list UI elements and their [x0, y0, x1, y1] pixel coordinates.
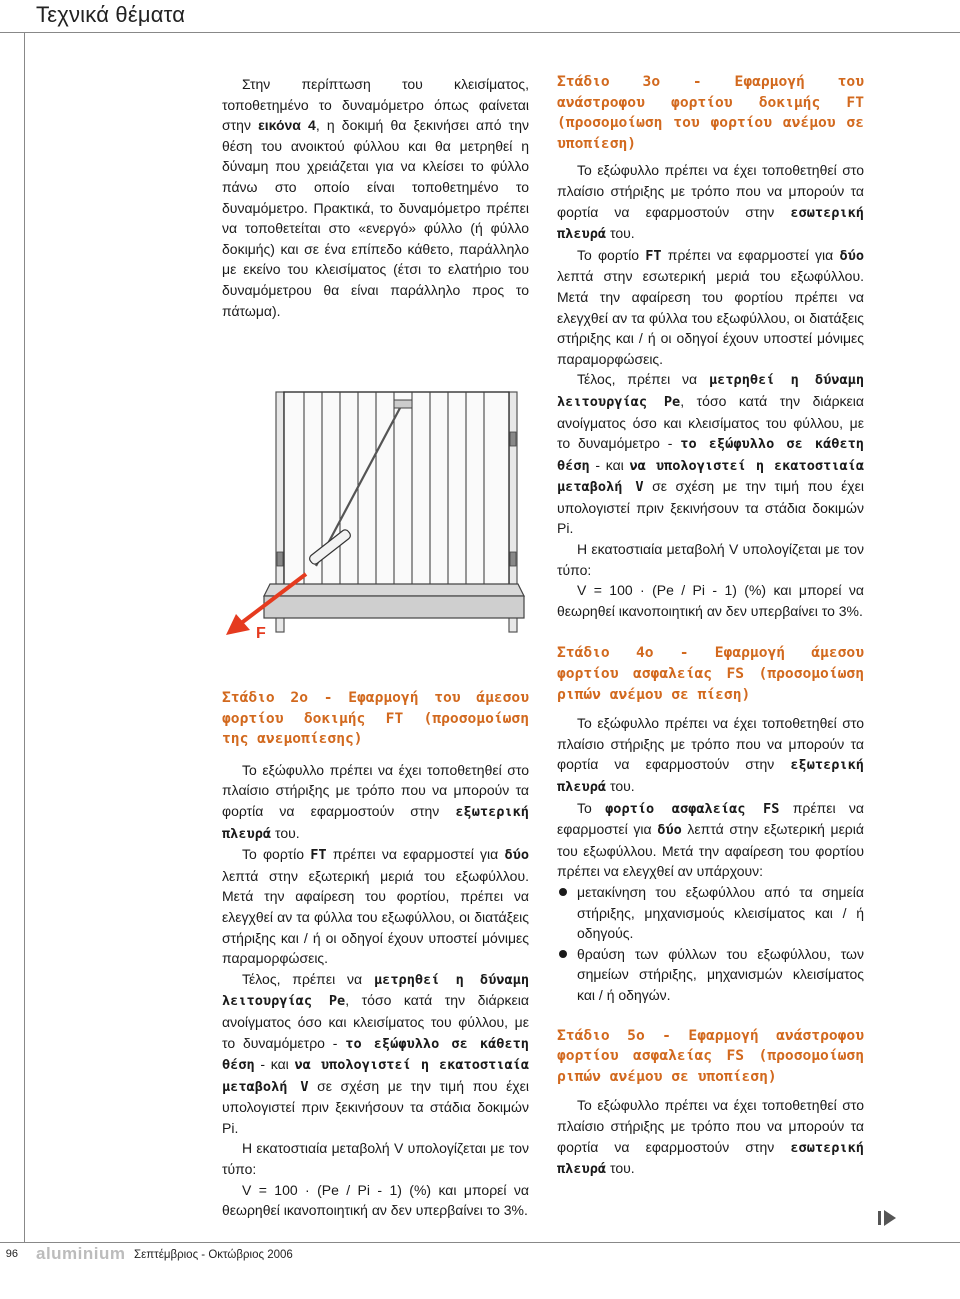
list-item: μετακίνηση του εξωφύλλου από τα σημεία στήριξης, μηχανισμούς κλεισίματος και / ή οδηγούς.	[577, 882, 864, 944]
stage2-paragraph-4: Η εκατοστιαία μεταβολή V υπολογίζεται με τον τύπο:	[222, 1140, 529, 1178]
stage3-heading: Στάδιο 3ο - Εφαρμογή του ανάστροφου φορτίου δοκιμής FT (προσομοίωση του φορτίου ανέμου σε υποπίεση)	[557, 73, 864, 152]
stage4-paragraph-2: Το φορτίο ασφαλείας FS πρέπει να εφαρμοστεί για δύο λεπτά στην εξωτερική μεριά του εξωφύλλου. Μετά την αφαίρεση του φορτίου πρέπει να ελεγχθεί αν υπάρχουν:	[557, 799, 865, 880]
margin-rule	[24, 32, 25, 1242]
column-left	[222, 74, 529, 321]
list-item: θραύση των φύλλων του εξωφύλλου, των σημείων στήριξης, μηχανισμών κλεισίματος και / ή οδηγών.	[577, 944, 864, 1006]
magazine-brand: aluminium	[36, 1244, 126, 1263]
stage3-paragraph-3: Τέλος, πρέπει να μετρηθεί η δύναμη λειτουργίας Pe, τόσο κατά την διάρκεια ανοίγματος όσο και κλεισίματος του φύλλου, με το δυναμόμετρο - το εξώφυλλο σε κάθετη θέση - και να υπολογιστεί η εκατοστιαία μεταβολή V σε σχέση με την τιμή που έχει υπολογιστεί πριν ξεκινήσουν τα στάδια δοκιμών Pi.	[557, 371, 865, 537]
stage3-paragraph-2: Το φορτίο FT πρέπει να εφαρμοστεί για δύο λεπτά στην εσωτερική μεριά του εξωφύλλου. Μετά την αφαίρεση του φορτίου πρέπει να ελεγχθεί αν τα φύλλα του εξωφύλλου, οι διατάξεις στήριξης και / ή οι οδηγοί έχουν υποστεί μόνιμες παραμορφώσεις.	[557, 246, 865, 367]
stage4-heading: Στάδιο 4ο - Εφαρμογή άμεσου φορτίου ασφαλείας FS (προσομοίωση ριπών ανέμου σε πίεση)	[557, 644, 864, 703]
column-right	[557, 72, 864, 1180]
stage5-heading: Στάδιο 5ο - Εφαρμογή ανάστροφου φορτίου ασφαλείας FS (προσομοίωση ριπών ανέμου σε υποπίεση)	[557, 1026, 864, 1085]
header-rule	[0, 32, 960, 33]
stage4-paragraph-1: Το εξώφυλλο πρέπει να έχει τοποθετηθεί στο πλαίσιο στήριξης με τρόπο που να μπορούν τα φορτία να εφαρμοστούν στην εξωτερική πλευρά του.	[557, 715, 864, 795]
stage5-paragraph-1: Το εξώφυλλο πρέπει να έχει τοποθετηθεί στο πλαίσιο στήριξης με τρόπο που να μπορούν τα φορτία να εφαρμοστούν στην εσωτερική πλευρά του.	[557, 1097, 864, 1178]
stage3-paragraph-1: Το εξώφυλλο πρέπει να έχει τοποθετηθεί στο πλαίσιο στήριξης με τρόπο που να μπορούν τα φορτία να εφαρμοστούν στην εσωτερική πλευρά του.	[557, 162, 864, 243]
stage3-paragraph-4: Η εκατοστιαία μεταβολή V υπολογίζεται με τον τύπο:	[557, 541, 864, 578]
stage2-paragraph-3: Τέλος, πρέπει να μετρηθεί η δύναμη λειτουργίας Pe, τόσο κατά την διάρκεια ανοίγματος όσο και κλεισίματος του φύλλου, με το δυναμόμετρο - το εξώφυλλο σε κάθετη θέση - και να υπολογιστεί η εκατοστιαία μεταβολή V σε σχέση με την τιμή που έχει υπολογιστεί πριν ξεκινήσουν τα στάδια δοκιμών Pi.	[222, 970, 530, 1136]
force-label: F	[256, 625, 266, 642]
page-section-title: Τεχνικά θέματα	[36, 2, 186, 27]
stage2-paragraph-2: Το φορτίο FT πρέπει να εφαρμοστεί για δύο λεπτά στην εξωτερική μεριά του εξωφύλλου. Μετά την αφαίρεση του φορτίου, πρέπει να ελεγχθεί αν τα φύλλα του εξωφύλλου, οι διατάξεις στήριξης και / ή οι οδηγοί έχουν υποστεί μόνιμες παραμορφώσεις.	[222, 846, 530, 967]
stage2-paragraph-1: Το εξώφυλλο πρέπει να έχει τοποθετηθεί στο πλαίσιο στήριξης με τρόπο που να μπορούν τα φορτία να εφαρμοστούν στην εξωτερική πλευρά του.	[222, 761, 529, 842]
stage2-heading: Στάδιο 2ο - Εφαρμογή του άμεσου φορτίου δοκιμής FT (προσομοίωση της ανεμοπίεσης)	[222, 689, 529, 748]
stage3-formula: V = 100 · (Pe / Pi - 1) (%) και μπορεί να θεωρηθεί ικανοποιητική αν δεν υπερβαίνει το 3%.	[557, 582, 864, 619]
page-number: 96	[5, 1248, 18, 1260]
stage4-checklist	[557, 882, 864, 1006]
figure-4-shutter-diagram	[218, 352, 530, 660]
intro-paragraph: Στην περίπτωση του κλεισίματος, τοποθετημένο το δυναμόμετρο όπως φαίνεται στην εικόνα 4, η δοκιμή θα ξεκινήσει από την θέση του ανοικτού φύλλου και θα μετρηθεί η δύναμη που χρειάζεται για να κλείσει το φύλλο πάνω στο οποίο είναι τοποθετημένο το δυναμόμετρο. Πρακτικά, το δυναμόμετρο πρέπει να τοποθετείται στο «ενεργό» φύλλο (ή φύλλο δοκιμής) και σε ένα επίπεδο κάθετο, παράλληλο με εκείνο του κλεισίματος (έτσι το ελατήριο του δυναμόμετρου θα είναι παράλληλο προς το πάτωμα).	[222, 76, 529, 319]
footer-rule	[0, 1242, 960, 1243]
stage2-section	[222, 688, 529, 1221]
continue-arrow-icon	[878, 1208, 898, 1228]
issue-date: Σεπτέμβριος - Οκτώβριος 2006	[134, 1249, 293, 1261]
stage2-formula: V = 100 · (Pe / Pi - 1) (%) και μπορεί να θεωρηθεί ικανοποιητική αν δεν υπερβαίνει το 3%.	[222, 1181, 529, 1219]
